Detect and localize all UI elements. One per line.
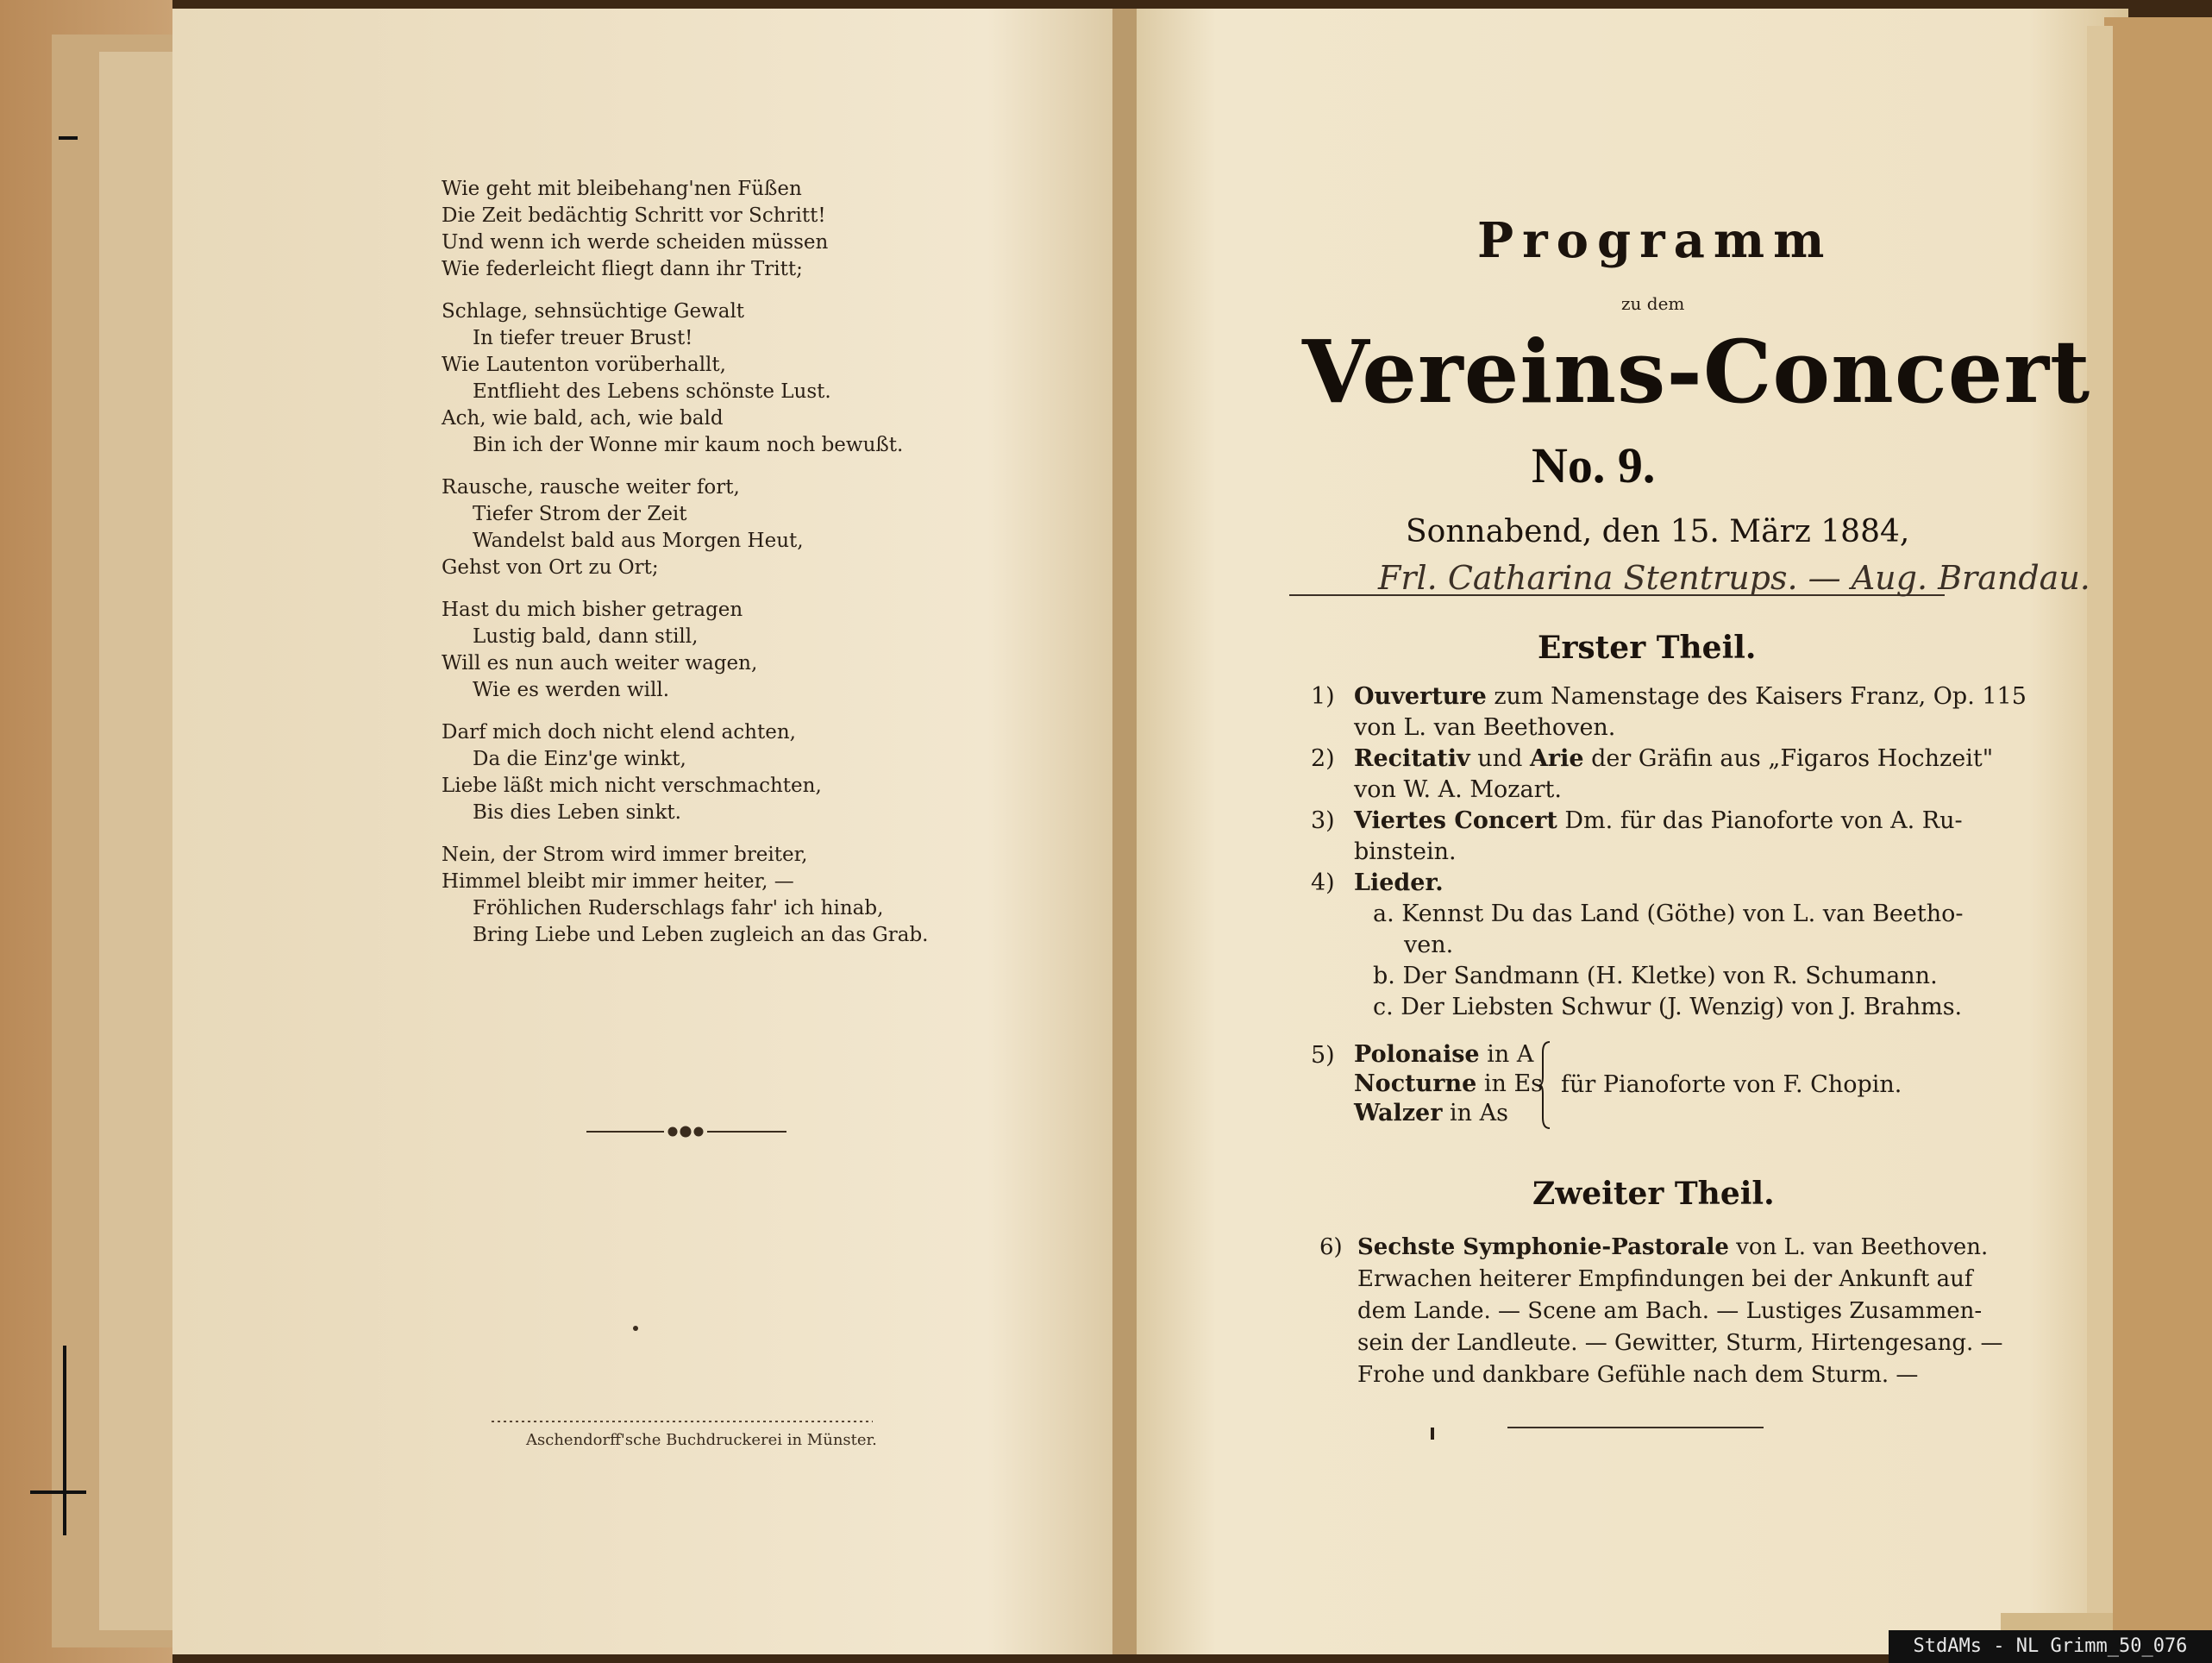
chopin-works <box>1354 1040 1543 1128</box>
item-text: dem Lande. — Scene am Bach. — Lustiges Zusammen- <box>1357 1298 1983 1324</box>
work-title: Viertes Concert <box>1354 807 1557 834</box>
poem <box>442 176 928 964</box>
work-detail: für Pianoforte von F. Chopin. <box>1561 1071 1902 1098</box>
item-text: sein der Landleute. — Gewitter, Sturm, Hirtengesang. — <box>1357 1330 2003 1356</box>
part-two-heading: Zweiter Theil. <box>1532 1176 1775 1212</box>
poem-line: Fröhlichen Ruderschlags fahr' ich hinab, <box>473 897 884 919</box>
concert-title: Vereins-Concert <box>1302 321 2091 423</box>
work-line <box>1354 1040 1543 1070</box>
printer-imprint: Aschendorff'sche Buchdruckerei in Münster. <box>526 1431 877 1449</box>
poem-line: Ach, wie bald, ach, wie bald <box>442 407 724 430</box>
poem-line: Hast du mich bisher getragen <box>442 599 743 621</box>
work-detail: von L. van Beethoven. <box>1728 1234 1989 1260</box>
poem-line: Himmel bleibt mir immer heiter, — <box>442 870 794 893</box>
poem-line: Nein, der Strom wird immer breiter, <box>442 844 808 866</box>
poem-line: Wandelst bald aus Morgen Heut, <box>473 530 804 552</box>
poem-line: Wie geht mit bleibehang'nen Füßen <box>442 178 802 200</box>
poem-line: Entflieht des Lebens schönste Lust. <box>473 380 831 403</box>
poem-line: Lustig bald, dann still, <box>473 625 699 648</box>
poem-line: Bring Liebe und Leben zugleich an das Grab. <box>473 924 929 946</box>
poem-line: Die Zeit bedächtig Schritt vor Schritt! <box>442 204 826 227</box>
handwritten-performers: Frl. Catharina Stentrups. — Aug. Brandau. <box>1378 559 2090 597</box>
stanza <box>442 719 928 826</box>
item-number: 6) <box>1319 1234 1343 1260</box>
item-text: von L. van Beethoven. <box>1354 714 1616 741</box>
work-line <box>1354 1099 1543 1128</box>
work-key: in A <box>1479 1041 1534 1068</box>
poem-line: In tiefer treuer Brust! <box>473 327 693 349</box>
stanza <box>442 597 928 704</box>
item-number: 4) <box>1311 869 1335 896</box>
work-title: Lieder. <box>1354 869 1444 896</box>
stanza <box>442 298 928 459</box>
work-title: Sechste Symphonie-Pastorale <box>1357 1234 1729 1260</box>
work-detail: Dm. für das Pianoforte von A. Ru- <box>1557 807 1963 834</box>
work-line <box>1354 1070 1543 1099</box>
poem-line: Und wenn ich werde scheiden müssen <box>442 231 829 254</box>
song-text: b. Der Sandmann (H. Kletke) von R. Schumann. <box>1373 963 1938 989</box>
item-text: binstein. <box>1354 838 1457 865</box>
stanza <box>442 474 928 581</box>
item-number: 5) <box>1311 1042 1335 1069</box>
work-title: Nocturne <box>1354 1070 1477 1097</box>
work-title: Walzer <box>1354 1100 1443 1126</box>
work-key: in As <box>1442 1100 1509 1126</box>
work-title: Polonaise <box>1354 1041 1480 1068</box>
item-text <box>1354 744 1993 775</box>
concert-number: No. 9. <box>1532 437 1656 493</box>
concert-date: Sonnabend, den 15. März 1884, <box>1406 514 1910 549</box>
item-text: von W. A. Mozart. <box>1354 776 1562 803</box>
poem-line: Wie es werden will. <box>473 679 670 701</box>
program-subtitle: zu dem <box>1621 293 1685 314</box>
poem-line: Schlage, sehnsüchtige Gewalt <box>442 300 745 323</box>
poem-line: Bis dies Leben sinkt. <box>473 801 681 824</box>
song-text: a. Kennst Du das Land (Göthe) von L. van Beetho- <box>1373 901 1964 927</box>
work-detail: zum Namenstage des Kaisers Franz, Op. 115 <box>1486 683 2027 710</box>
brace-icon <box>1539 1040 1551 1130</box>
item-text <box>1357 1232 1988 1264</box>
part-one-heading: Erster Theil. <box>1538 630 1757 666</box>
item-text <box>1354 806 1963 837</box>
work-key: in Es <box>1476 1070 1544 1097</box>
stanza <box>442 842 928 949</box>
poem-line: Bin ich der Wonne mir kaum noch bewußt. <box>473 434 904 456</box>
poem-line: Wie Lautenton vorüberhallt, <box>442 354 726 376</box>
poem-line: Gehst von Ort zu Ort; <box>442 556 659 579</box>
poem-line: Will es nun auch weiter wagen, <box>442 652 758 675</box>
item-number: 1) <box>1311 683 1335 710</box>
poem-line: Da die Einz'ge winkt, <box>473 748 686 770</box>
poem-line: Wie federleicht fliegt dann ihr Tritt; <box>442 258 803 280</box>
stanza <box>442 176 928 283</box>
song-text: ven. <box>1404 932 1454 958</box>
item-text <box>1354 681 2027 712</box>
poem-line: Rausche, rausche weiter fort, <box>442 476 740 499</box>
song-text: c. Der Liebsten Schwur (J. Wenzig) von J. Brahms. <box>1373 994 1963 1020</box>
work-title: Arie <box>1529 745 1584 772</box>
program-title: Programm <box>1477 212 1833 269</box>
item-number: 3) <box>1311 807 1335 834</box>
poem-line: Tiefer Strom der Zeit <box>473 503 687 525</box>
item-number: 2) <box>1311 745 1335 772</box>
poem-line: Liebe läßt mich nicht verschmachten, <box>442 775 822 797</box>
item-text: Frohe und dankbare Gefühle nach dem Sturm. — <box>1357 1362 1919 1388</box>
item-text: Erwachen heiterer Empfindungen bei der Ankunft auf <box>1357 1266 1973 1292</box>
work-detail: und <box>1469 745 1530 772</box>
archive-label: StdAMs - NL Grimm_50_076 <box>1889 1630 2212 1663</box>
work-detail: der Gräfin aus „Figaros Hochzeit" <box>1583 745 1994 772</box>
poem-line: Darf mich doch nicht elend achten, <box>442 721 796 744</box>
work-title: Ouverture <box>1354 683 1487 710</box>
work-title: Recitativ <box>1354 745 1470 772</box>
